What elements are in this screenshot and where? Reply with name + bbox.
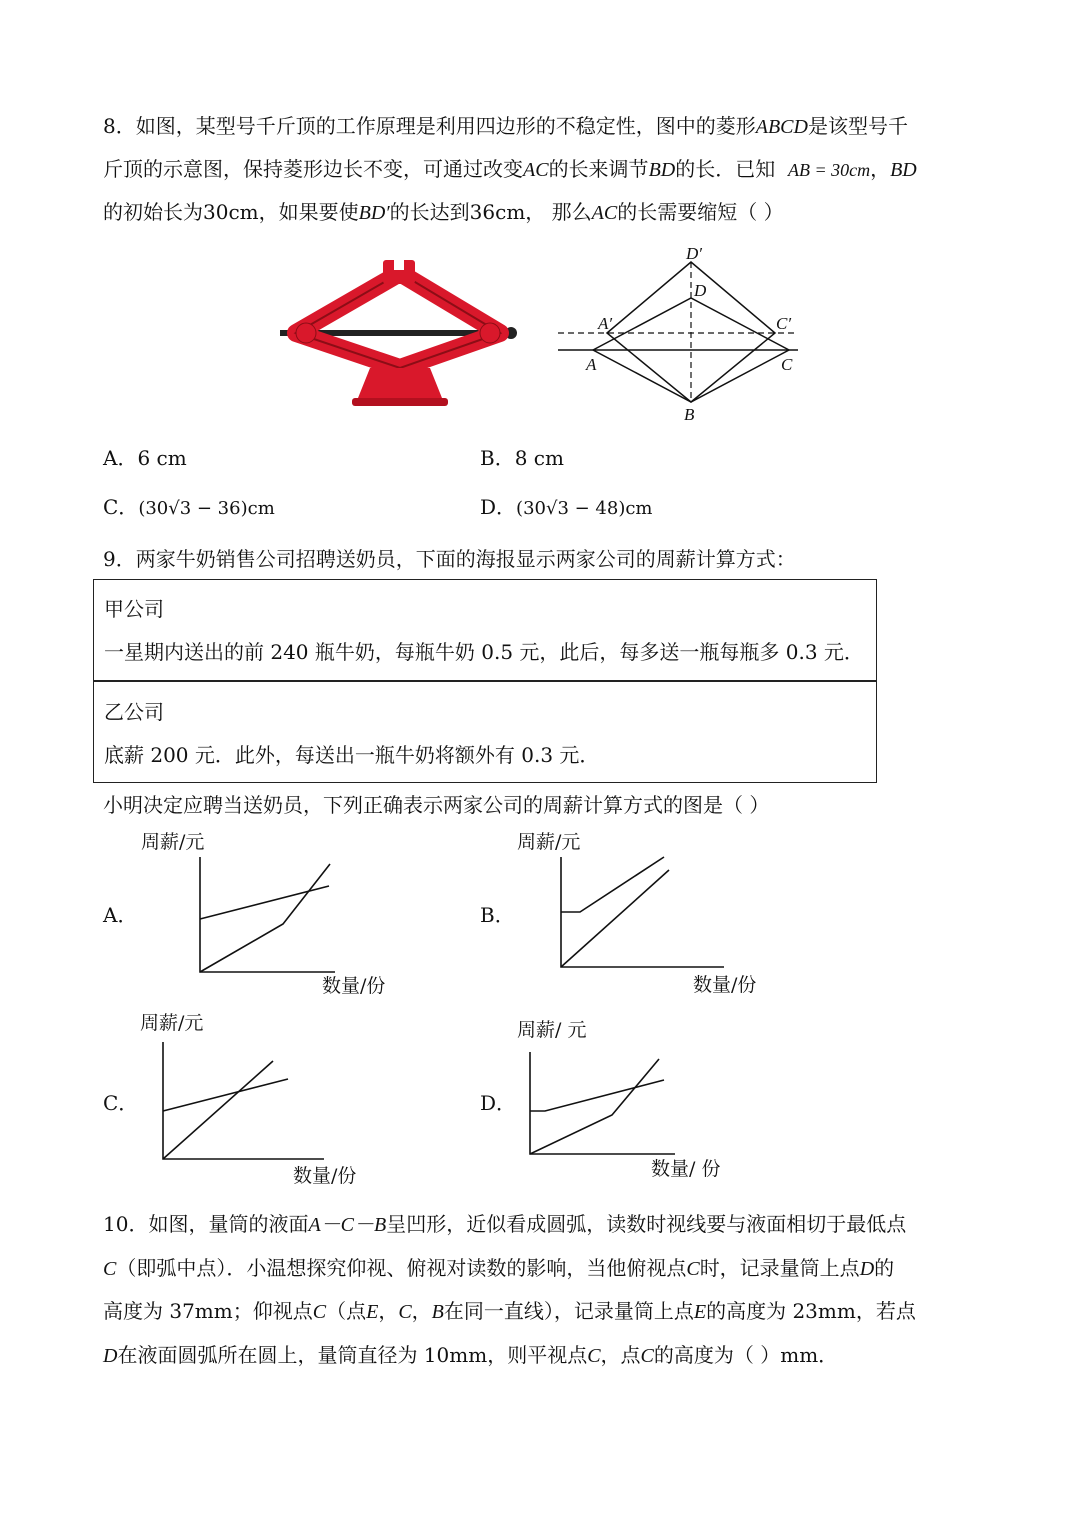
graph-a-ylabel: 周薪/元	[141, 831, 205, 853]
graph-a	[195, 855, 345, 980]
label-d: D	[694, 281, 707, 300]
q8-option-a[interactable]: A．6 cm	[103, 446, 187, 470]
q8-option-b[interactable]: B．8 cm	[480, 446, 564, 470]
jack-rhombus-arms	[296, 273, 500, 368]
q10-line-2: C（即弧中点）．小温想探究仰视、俯视对读数的影响，当他俯视点C时，记录量筒上点D的	[103, 1256, 895, 1280]
q9-option-a[interactable]: A．	[103, 903, 138, 927]
graph-d-xlabel: 数量/ 份	[651, 1158, 721, 1180]
company-a-poster	[93, 579, 877, 682]
label-a-prime: A′	[598, 314, 613, 333]
graph-b-axes	[561, 857, 724, 967]
label-d-prime: D′	[686, 244, 702, 263]
graph-a-xlabel: 数量/份	[322, 975, 386, 997]
graph-c-line-b	[163, 1079, 288, 1111]
graph-a-line-a	[200, 864, 330, 972]
graph-d	[525, 1050, 680, 1160]
q10-line-3: 高度为 37mm；仰视点C（点E，C，B在同一直线），记录量筒上点E的高度为 23mm，若点	[103, 1299, 916, 1323]
jack-base	[356, 368, 444, 403]
scissor-jack-image	[278, 258, 518, 408]
label-c-prime: C′	[776, 314, 792, 333]
graph-b-ylabel: 周薪/元	[517, 831, 581, 853]
company-b-title: 乙公司	[104, 700, 164, 724]
graph-d-axes	[530, 1052, 675, 1154]
q8-line-1: 8．如图，某型号千斤顶的工作原理是利用四边形的不稳定性，图中的菱形ABCD是该型号千	[103, 114, 908, 138]
graph-b-line-a	[561, 870, 669, 967]
graph-b	[556, 855, 726, 975]
label-b: B	[684, 405, 695, 424]
graph-d-ylabel: 周薪/ 元	[517, 1019, 587, 1041]
graph-c-ylabel: 周薪/元	[140, 1012, 204, 1034]
graph-d-line-b	[530, 1080, 664, 1111]
label-a: A	[586, 355, 597, 374]
q10-line-4: D在液面圆弧所在圆上，量筒直径为 10mm，则平视点C，点C的高度为（ ）mm．	[103, 1343, 839, 1367]
graph-b-line-b	[561, 857, 664, 912]
q9-question: 小明决定应聘当送奶员，下列正确表示两家公司的周薪计算方式的图是（ ）	[103, 793, 770, 817]
q8-option-c[interactable]: C．(30√3 − 36)cm	[103, 495, 275, 519]
q9-option-c[interactable]: C．	[103, 1091, 139, 1115]
q8-line-3: 的初始长为30cm，如果要使BD′的长达到36cm， 那么AC的长需要缩短（ ）	[103, 200, 784, 224]
graph-c	[158, 1040, 328, 1165]
rhombus-diagram	[552, 240, 812, 430]
company-a-text: 一星期内送出的前 240 瓶牛奶，每瓶牛奶 0.5 元，此后，每多送一瓶每瓶多 0.3 元．	[104, 640, 864, 664]
q9-option-b[interactable]: B．	[480, 903, 515, 927]
company-b-poster	[93, 680, 877, 783]
graph-d-line-a	[530, 1059, 659, 1154]
company-b-text: 底薪 200 元．此外，每送出一瓶牛奶将额外有 0.3 元．	[104, 743, 600, 767]
graph-c-line-a	[163, 1061, 273, 1159]
q10-line-1: 10．如图，量筒的液面A－C－B呈凹形，近似看成圆弧，读数时视线要与液面相切于最低点	[103, 1212, 907, 1236]
graph-c-axes	[163, 1042, 324, 1159]
q8-line-2: 斤顶的示意图，保持菱形边长不变，可通过改变AC的长来调节BD的长．已知 AB = 30cm，BD	[103, 157, 917, 181]
graph-b-xlabel: 数量/份	[693, 974, 757, 996]
q9-stem: 9．两家牛奶销售公司招聘送奶员，下面的海报显示两家公司的周薪计算方式：	[103, 547, 796, 571]
q9-option-d[interactable]: D．	[480, 1091, 517, 1115]
label-c: C	[781, 355, 793, 374]
graph-c-xlabel: 数量/份	[293, 1165, 357, 1187]
company-a-title: 甲公司	[104, 597, 164, 621]
q8-option-d[interactable]: D．(30√3 − 48)cm	[480, 495, 653, 519]
